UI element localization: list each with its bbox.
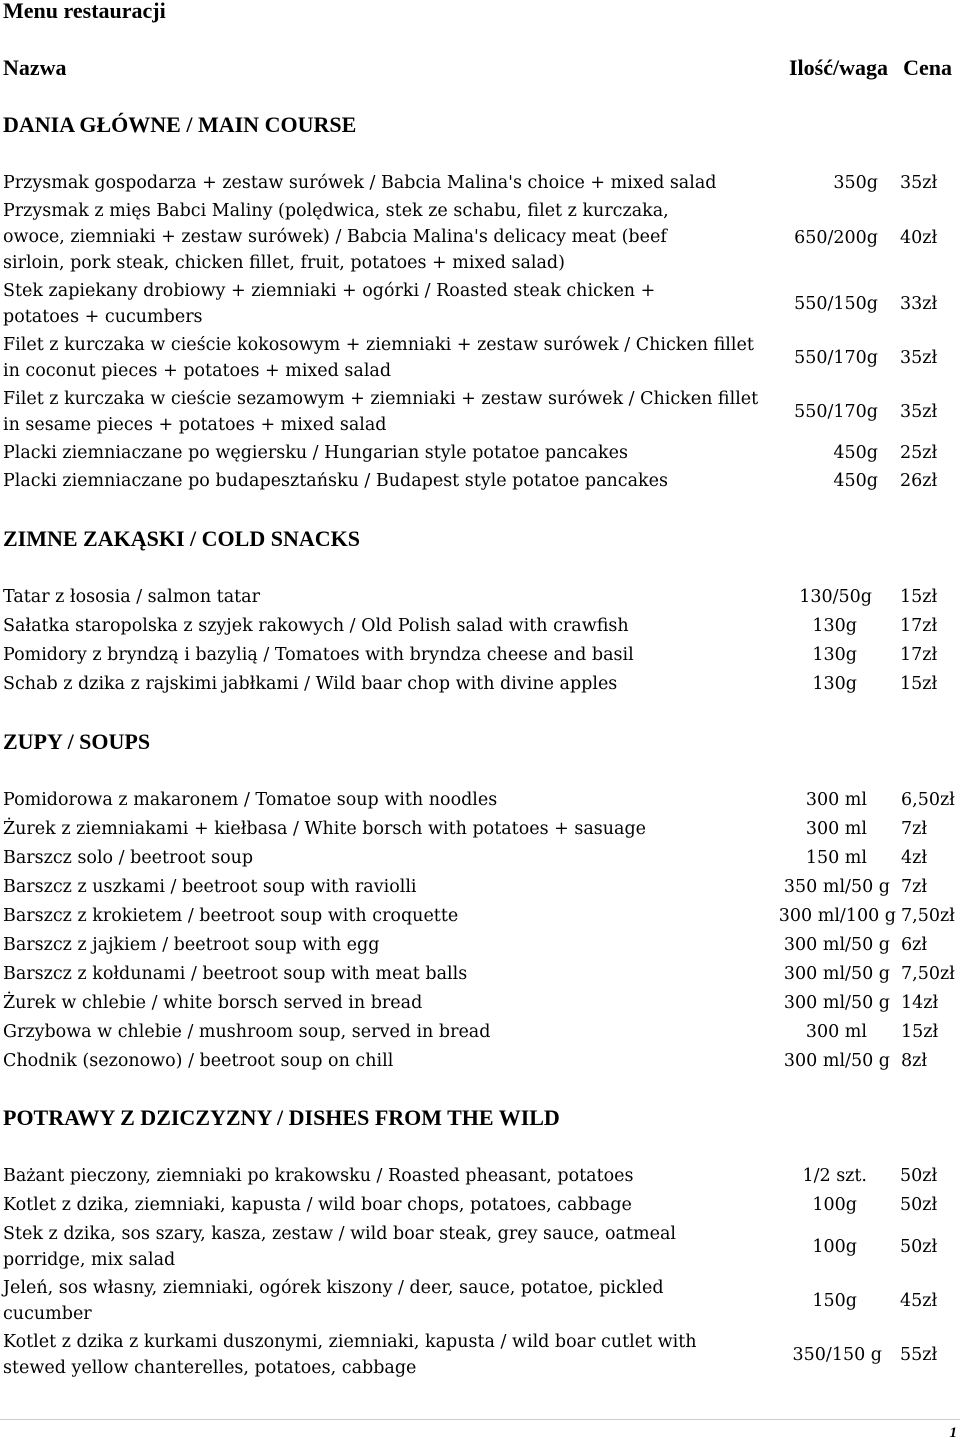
menu-item (0, 1329, 960, 1383)
footer-divider (0, 1419, 960, 1420)
item-quantity: 300 ml (805, 1022, 867, 1042)
item-name: Stek zapiekany drobiowy + ziemniaki + ogórki / Roasted steak chicken + potatoes + cucumbers (3, 281, 656, 327)
item-quantity: 1/2 szt. (802, 1166, 867, 1186)
item-name: Barszcz z kołdunami / beetroot soup with meat balls (3, 964, 468, 984)
item-price: 45zł (900, 1291, 938, 1311)
menu-item (0, 1019, 960, 1045)
item-quantity: 130g (812, 616, 857, 636)
item-quantity: 100g (812, 1237, 857, 1257)
item-quantity: 350g (833, 173, 878, 193)
item-price: 50zł (900, 1166, 938, 1186)
menu-item (0, 198, 960, 278)
section-heading-main-course: DANIA GŁÓWNE / MAIN COURSE (3, 112, 357, 137)
item-price: 4zł (901, 848, 928, 868)
menu-item (0, 332, 960, 386)
item-price: 33zł (900, 294, 938, 314)
item-name: Filet z kurczaka w cieście kokosowym + ziemniaki + zestaw surówek / Chicken fillet in coconut pieces + potatoes + mixed salad (3, 335, 754, 381)
item-quantity: 350/150 g (792, 1345, 882, 1365)
section-heading-soups: ZUPY / SOUPS (3, 729, 151, 754)
item-name: Barszcz z jajkiem / beetroot soup with egg (3, 935, 380, 955)
item-name: Kotlet z dzika z kurkami duszonymi, ziemniaki, kapusta / wild boar cutlet with stewed yellow chanterelles, potatoes, cabbage (3, 1332, 697, 1378)
item-name: Placki ziemniaczane po budapesztańsku / Budapest style potatoe pancakes (3, 471, 668, 491)
section-heading-wild-dishes: POTRAWY Z DZICZYZNY / DISHES FROM THE WILD (3, 1105, 560, 1130)
item-name: Filet z kurczaka w cieście sezamowym + ziemniaki + zestaw surówek / Chicken fillet in sesame pieces + potatoes + mixed salad (3, 389, 759, 435)
item-price: 25zł (900, 443, 938, 463)
item-quantity: 300 ml/50 g (783, 1051, 890, 1071)
item-price: 35zł (900, 402, 938, 422)
menu-item (0, 1163, 960, 1189)
item-quantity: 300 ml/100 g (778, 906, 896, 926)
item-name: Przysmak z mięs Babci Maliny (polędwica, stek ze schabu, filet z kurczaka, owoce, ziemniaki + zestaw surówek) / Babcia Malina's delicacy meat (beef sirloin, pork steak, chicken fillet, fruit, potatoes + mixed salad) (3, 201, 669, 273)
item-name: Placki ziemniaczane po węgiersku / Hungarian style potatoe pancakes (3, 443, 628, 463)
item-name: Barszcz solo / beetroot soup (3, 848, 254, 868)
item-price: 50zł (900, 1237, 938, 1257)
item-quantity: 130g (812, 645, 857, 665)
item-name: Stek z dzika, sos szary, kasza, zestaw / wild boar steak, grey sauce, oatmeal porridge, mix salad (3, 1224, 676, 1270)
menu-item (0, 170, 960, 196)
item-quantity: 350 ml/50 g (783, 877, 890, 897)
item-name: Pomidory z bryndzą i bazylią / Tomatoes with bryndza cheese and basil (3, 645, 634, 665)
item-price: 15zł (901, 1022, 939, 1042)
item-price: 50zł (900, 1195, 938, 1215)
item-quantity: 130/50g (799, 587, 872, 607)
item-quantity: 450g (833, 443, 878, 463)
menu-item (0, 903, 960, 929)
item-quantity: 100g (812, 1195, 857, 1215)
item-price: 55zł (900, 1345, 938, 1365)
item-name: Przysmak gospodarza + zestaw surówek / Babcia Malina's choice + mixed salad (3, 173, 717, 193)
item-name: Żurek w chlebie / white borsch served in bread (3, 993, 423, 1013)
item-quantity: 150 ml (805, 848, 867, 868)
menu-item (0, 990, 960, 1016)
menu-item (0, 613, 960, 639)
page-number: 1 (949, 1425, 957, 1441)
item-name: Barszcz z krokietem / beetroot soup with croquette (3, 906, 459, 926)
item-quantity: 550/150g (794, 294, 878, 314)
item-quantity: 300 ml/50 g (783, 935, 890, 955)
column-header-price: Cena (903, 55, 952, 80)
item-quantity: 550/170g (794, 348, 878, 368)
section-heading-cold-snacks: ZIMNE ZAKĄSKI / COLD SNACKS (3, 526, 360, 551)
menu-item (0, 671, 960, 697)
item-price: 17zł (900, 645, 938, 665)
menu-item (0, 440, 960, 466)
item-price: 7,50zł (901, 906, 955, 926)
item-quantity: 300 ml (805, 790, 867, 810)
item-price: 35zł (900, 173, 938, 193)
menu-item (0, 278, 960, 332)
item-quantity: 300 ml/50 g (783, 993, 890, 1013)
menu-item (0, 1221, 960, 1275)
item-name: Sałatka staropolska z szyjek rakowych / Old Polish salad with crawfish (3, 616, 629, 636)
menu-item (0, 874, 960, 900)
item-quantity: 130g (812, 674, 857, 694)
item-name: Barszcz z uszkami / beetroot soup with raviolli (3, 877, 417, 897)
item-name: Kotlet z dzika, ziemniaki, kapusta / wild boar chops, potatoes, cabbage (3, 1195, 632, 1215)
page-title: Menu restauracji (3, 0, 166, 23)
column-header-name: Nazwa (3, 55, 67, 80)
item-price: 6,50zł (901, 790, 955, 810)
item-quantity: 450g (833, 471, 878, 491)
menu-item (0, 816, 960, 842)
menu-item (0, 1048, 960, 1074)
item-price: 7zł (901, 819, 928, 839)
item-price: 40zł (900, 228, 938, 248)
menu-item (0, 787, 960, 813)
item-quantity: 550/170g (794, 402, 878, 422)
menu-item (0, 1192, 960, 1218)
menu-item (0, 932, 960, 958)
menu-item (0, 642, 960, 668)
item-quantity: 650/200g (794, 228, 878, 248)
menu-item (0, 961, 960, 987)
item-quantity: 300 ml (805, 819, 867, 839)
item-name: Grzybowa w chlebie / mushroom soup, served in bread (3, 1022, 491, 1042)
item-price: 8zł (901, 1051, 928, 1071)
item-name: Bażant pieczony, ziemniaki po krakowsku / Roasted pheasant, potatoes (3, 1166, 634, 1186)
column-header-quantity: Ilość/waga (789, 55, 888, 80)
item-name: Schab z dzika z rajskimi jabłkami / Wild baar chop with divine apples (3, 674, 618, 694)
menu-item (0, 584, 960, 610)
item-price: 17zł (900, 616, 938, 636)
item-price: 15zł (900, 587, 938, 607)
item-price: 7zł (901, 877, 928, 897)
menu-item (0, 468, 960, 494)
item-price: 14zł (901, 993, 939, 1013)
item-name: Pomidorowa z makaronem / Tomatoe soup with noodles (3, 790, 498, 810)
item-name: Tatar z łososia / salmon tatar (3, 587, 260, 607)
item-price: 35zł (900, 348, 938, 368)
item-name: Chodnik (sezonowo) / beetroot soup on chill (3, 1051, 394, 1071)
item-price: 7,50zł (901, 964, 955, 984)
item-name: Żurek z ziemniakami + kiełbasa / White borsch with potatoes + sasuage (3, 819, 647, 839)
item-name: Jeleń, sos własny, ziemniaki, ogórek kiszony / deer, sauce, potatoe, pickled cucumber (3, 1278, 664, 1324)
item-quantity: 300 ml/50 g (783, 964, 890, 984)
item-price: 15zł (900, 674, 938, 694)
item-price: 6zł (901, 935, 928, 955)
menu-item (0, 845, 960, 871)
item-quantity: 150g (812, 1291, 857, 1311)
menu-item (0, 1275, 960, 1329)
item-price: 26zł (900, 471, 938, 491)
menu-item (0, 386, 960, 440)
